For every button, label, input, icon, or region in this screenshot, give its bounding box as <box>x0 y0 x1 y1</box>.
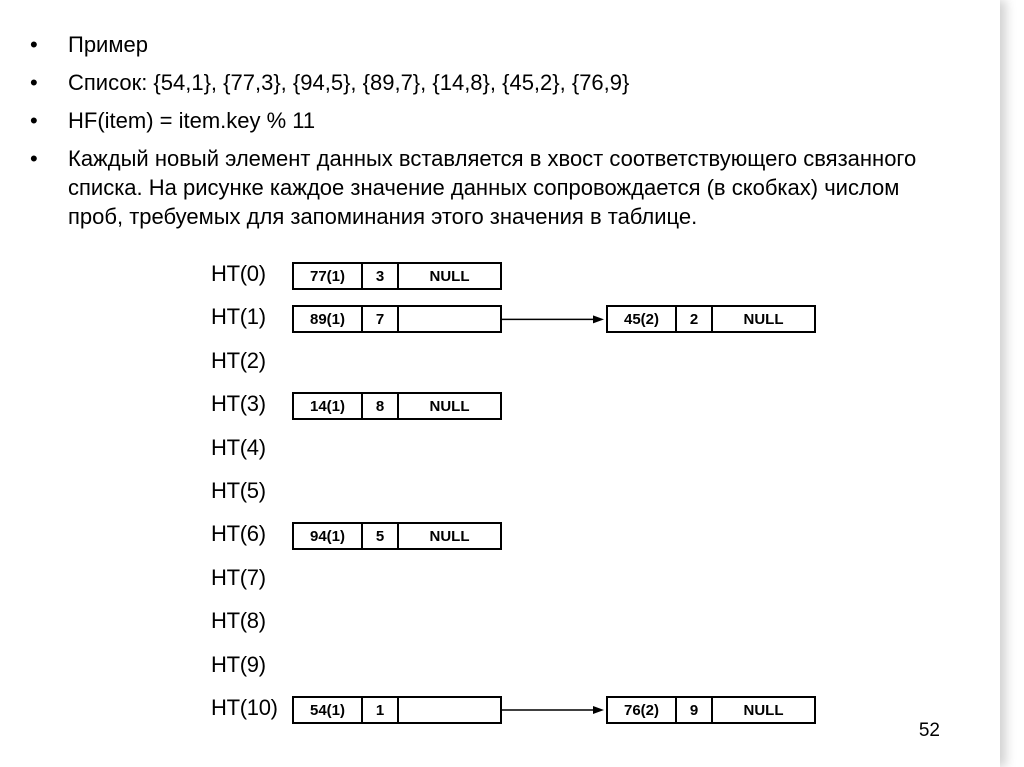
node-key: 8 <box>363 394 399 418</box>
node-value: 77(1) <box>294 264 363 288</box>
ht-label: HT(7) <box>211 564 266 590</box>
node-value: 45(2) <box>608 307 677 331</box>
node-key: 9 <box>677 698 713 722</box>
ht-label: HT(10) <box>211 695 278 720</box>
bullet-description: • Каждый новый элемент данных вставляется в хвост соответствующего связанного списка. На рисунке каждое значение данных сопровождается (в скобках) числом проб, требуемых для запоминания этого значения в таблице. <box>30 144 930 231</box>
node-next: NULL <box>743 701 784 719</box>
node-value: 14(1) <box>294 394 363 418</box>
node-next <box>399 307 500 331</box>
list-node <box>292 696 502 724</box>
list-node <box>292 305 502 333</box>
bullet-example: • Пример <box>30 30 930 59</box>
list-node <box>606 305 816 333</box>
node-value: 94(1) <box>294 524 363 548</box>
node-value: 76(2) <box>608 698 677 722</box>
node-next <box>399 698 500 722</box>
node-key: 2 <box>677 307 713 331</box>
list-node <box>292 392 502 420</box>
ht-label: HT(4) <box>211 434 266 460</box>
bullet-hash-function: • HF(item) = item.key % 11 <box>30 106 930 135</box>
hash-table-row <box>205 299 821 335</box>
hash-table-row <box>205 560 821 596</box>
bullet-list <box>30 30 930 240</box>
ht-label: HT(9) <box>211 651 266 677</box>
node-next: NULL <box>429 527 470 545</box>
hash-table-row <box>205 516 821 552</box>
ht-label: HT(1) <box>211 304 266 330</box>
ht-label: HT(8) <box>211 608 266 634</box>
hash-table-row <box>205 473 821 509</box>
node-key: 5 <box>363 524 399 548</box>
ht-label: HT(3) <box>211 391 266 417</box>
hash-table-row <box>205 386 821 422</box>
ht-label: HT(2) <box>211 347 266 373</box>
list-node <box>292 262 502 290</box>
hash-table-diagram <box>205 252 821 736</box>
node-key: 3 <box>363 264 399 288</box>
hash-table-row <box>205 430 821 466</box>
node-next: NULL <box>429 397 470 415</box>
node-value: 89(1) <box>294 307 363 331</box>
bullet-list-items: • Список: {54,1}, {77,3}, {94,5}, {89,7}, {14,8}, {45,2}, {76,9} <box>30 68 930 97</box>
hash-table-row <box>205 690 821 726</box>
list-node <box>606 696 816 724</box>
node-next: NULL <box>429 267 470 285</box>
ht-label: HT(0) <box>211 261 266 286</box>
node-key: 7 <box>363 307 399 331</box>
page-number: 52 <box>918 720 940 741</box>
list-node <box>292 522 502 550</box>
ht-label: HT(5) <box>211 478 266 503</box>
hash-table-row <box>205 647 821 683</box>
hash-table-row <box>205 256 821 292</box>
node-next: NULL <box>743 310 784 328</box>
ht-label: HT(6) <box>211 521 266 547</box>
node-value: 54(1) <box>294 698 363 722</box>
hash-table-row <box>205 603 821 639</box>
hash-table-row <box>205 343 821 379</box>
node-key: 1 <box>363 698 399 722</box>
